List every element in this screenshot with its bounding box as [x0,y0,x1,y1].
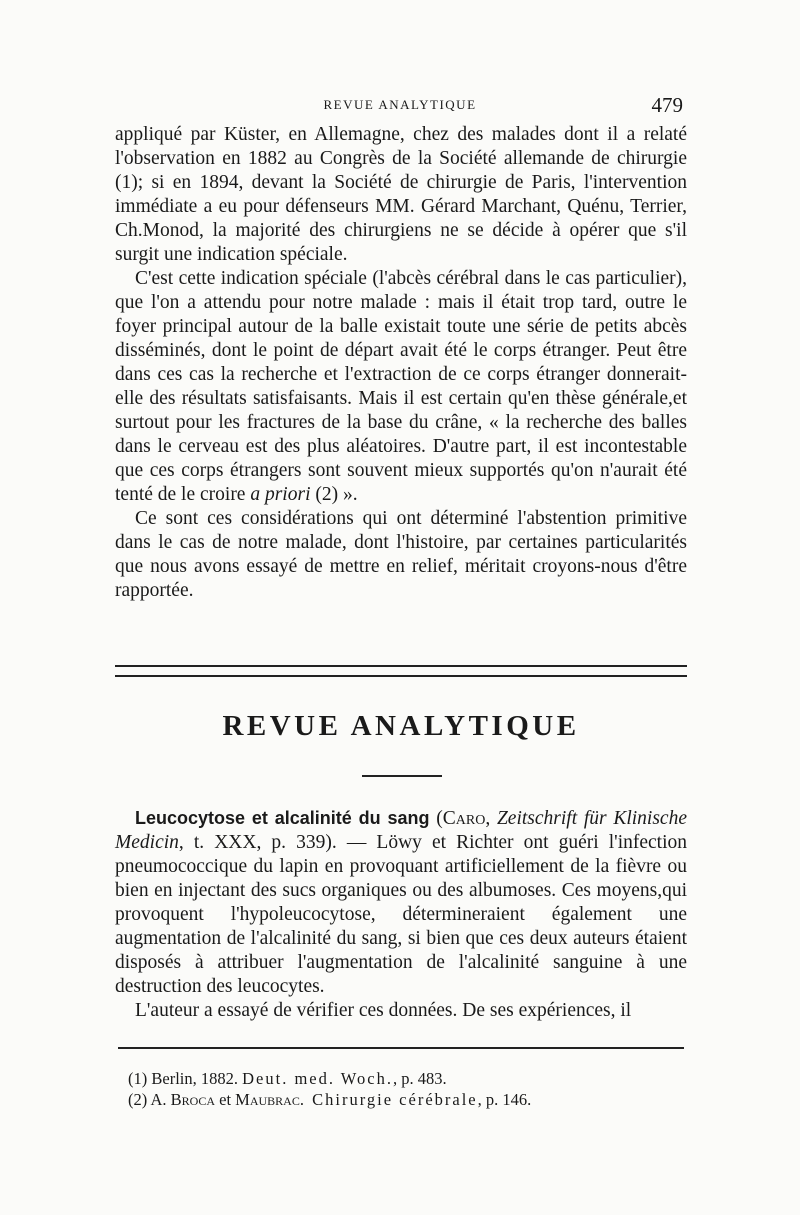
paragraph-abscess [115,267,687,507]
footnote-author-2: Maubrac [235,1090,300,1109]
footnote-title: . Chirurgie cérébrale [299,1090,478,1109]
article-journal: Zeitschrift für Klinische Medicin [115,808,687,853]
footnote-text: Berlin, 1882. [147,1069,243,1088]
paragraph-abscess-end: (2) ». [310,484,358,505]
footnote-1 [128,1068,688,1089]
footnotes [128,1068,688,1110]
footnote-marker: (1) [128,1069,148,1088]
article-paragraph-2: L'auteur a essayé de vérifier ces données. De ses expériences, il [135,1000,632,1021]
footnote-text: A. [147,1090,171,1109]
footnote-page: , p. 483. [393,1069,447,1088]
page-number: 479 [651,93,683,117]
footnote-2 [128,1089,688,1110]
paragraph-conclusion: Ce sont ces considérations qui ont déterminé l'abstention primitive dans le cas de notre malade, dont l'histoire, par certaines particularités que nous avons essayé de mettre en relief, méritait croyons-nous d'être rapportée. [115,508,687,601]
paragraph-abscess-text: C'est cette indication spéciale (l'abcès cérébral dans le cas particulier), que l'on a attendu pour notre malade : mais il était trop tard, outre le foyer principal autour de la balle existait toute une série de petits abcès disséminés, dont le point de départ avait été le corps étranger. Peut être dans ces cas la recherche et l'extraction de ce corps étranger donnerait-elle des résultats satisfaisants. Mais il est certain qu'en thèse générale,et surtout pour les fractures de la base du crâne, « la recherche des balles dans le cerveau est des plus aléatoires. D'autre part, il est incontestable que ces corps étrangers sont souvent mieux supportés qu'on n'aurait été tenté de le croire [115,268,687,505]
double-rule-divider [115,665,687,677]
footnote-journal: Deut. med. Woch. [242,1069,394,1088]
running-head [115,95,685,119]
article-text [115,806,687,1023]
article-paragraph: Leucocytose et alcalinité du sang (Caro, Zeitschrift für Klinische Medicin, t. XXX, p. 339). — Löwy et Richter ont guéri l'infection pneumococcique du lapin en provoquant artificiellement de la fièvre ou bien en injectant des sucs organiques ou des albumoses. Ces moyens,qui provoquent l'hypoleucocytose, détermineraient également une augmentation de l'alcalinité du sang, si bien que ces deux auteurs étaient disposés à attribuer l'augmentation de l'alcalinité sanguine à une destruction des leucocytes. [115,808,687,997]
continued-text [115,123,687,603]
paragraph-continued: appliqué par Küster, en Allemagne, chez des malades dont il a relaté l'observation en 1882 au Congrès de la Société allemande de chirurgie (1); si en 1894, devant la Société de chirurgie de Paris, l'intervention immédiate a eu pour défenseurs MM. Gérard Marchant, Quénu, Terrier, Ch.Monod, la majorité des chirurgiens ne se décide à opérer que s'il surgit une indication spéciale. [115,124,687,265]
running-title: REVUE ANALYTIQUE [323,97,477,112]
footnote-rule [118,1047,684,1049]
footnote-page: , p. 146. [477,1090,532,1109]
section-title: REVUE ANALYTIQUE [222,710,580,742]
footnote-author-1: Broca [170,1090,215,1109]
article-heading: Leucocytose et alcalinité du sang [135,808,430,828]
short-rule [362,775,442,777]
footnote-marker: (2) [128,1090,148,1109]
footnote-conj: et [215,1090,236,1109]
italic-a-priori: a priori [250,484,311,505]
article-body: , t. XXX, p. 339). — Löwy et Richter ont guéri l'infection pneumococcique du lapin en provoquant artificiellement de la fièvre ou bien en injectant des sucs organiques ou des albumoses. Ces moyens,qui provoquent l'hypoleucocytose, détermineraient également une augmentation de l'alcalinité du sang, si bien que ces deux auteurs étaient disposés à attribuer l'augmentation de l'alcalinité sanguine à une destruction des leucocytes. [115,832,687,997]
article-author: Caro [442,808,486,829]
